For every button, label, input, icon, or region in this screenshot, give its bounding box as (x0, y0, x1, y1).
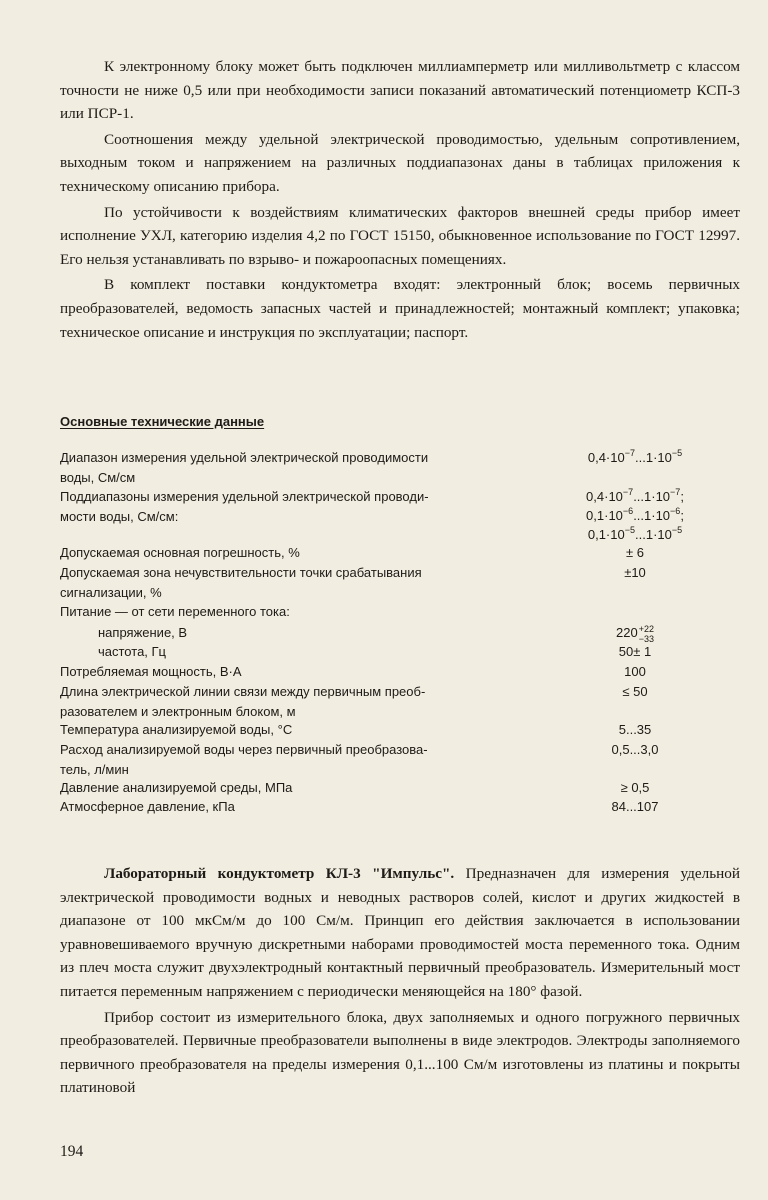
lab-paragraph-1 (60, 862, 740, 1004)
spec-label: Допускаемая основная погрешность, % (60, 545, 300, 560)
spec-row-power-supply (60, 602, 740, 622)
spec-label: Температура анализируемой воды, °С (60, 722, 293, 737)
subrange-1: $0,4\cdot 10^{-7}...1\cdot 10^{-7}$; (586, 487, 684, 504)
spec-value-subranges (530, 487, 740, 544)
spec-label: Питание — от сети переменного тока: (60, 604, 290, 619)
spec-value: ≥ 0,5 (620, 780, 650, 795)
intro-paragraph-4: В комплект поставки кондуктометра входят: электронный блок; восемь первичных преобразователей, ведомость запасных частей и принадлежностей; монтажный комплект; упаковка; техническое описание и инструкция по эксплуатации; паспорт. (60, 276, 740, 341)
spec-row-atm-pressure (60, 797, 740, 817)
spec-row-deadband (60, 563, 740, 600)
lab-lead: Лабораторный кондуктометр КЛ-3 "Импульс". (104, 865, 455, 882)
page-number: 194 (60, 1143, 84, 1160)
spec-value: ±10 (624, 565, 646, 580)
spec-label: Поддиапазоны измерения удельной электрической проводи- (60, 489, 429, 504)
intro-paragraph-2: Соотношения между удельной электрической проводимостью, удельным сопротивлением, выходным током и напряжением на различных поддиапазонах даны в таблицах приложения к техническому описанию прибора. (60, 130, 740, 195)
spec-row-error (60, 543, 740, 563)
spec-label: Допускаемая зона нечувствительности точки срабатывания (60, 565, 422, 580)
spec-row-range (60, 448, 740, 485)
spec-value: ± 6 (626, 545, 644, 560)
spec-row-voltage (60, 623, 740, 643)
spec-value: ≤ 50 (622, 684, 648, 699)
spec-value: 0,5...3,0 (611, 742, 659, 757)
spec-row-line-length (60, 682, 740, 719)
tech-data-title: Основные технические данные (60, 414, 265, 429)
intro-section (60, 55, 740, 344)
spec-value-range: $0,4\cdot 10^{-7}...1\cdot 10^{-5}$ (587, 448, 683, 465)
spec-label: Давление анализируемой среды, МПа (60, 780, 293, 795)
lab-paragraph-2: Прибор состоит из измерительного блока, двух заполняемых и одного погружного первичных преобразователей. Первичные преобразователи выполнены в виде электродов. Электроды заполняемого первичного преобразователя на пределы измерения 0,1...100 См/м изготовлены из платины и покрыты платиновой (60, 1008, 740, 1097)
subrange-2: $0,1\cdot 10^{-6}...1\cdot 10^{-6}$; (586, 506, 684, 523)
spec-row-temperature (60, 720, 740, 740)
subrange-3: $0,1\cdot 10^{-5}...1\cdot 10^{-5}$ (587, 525, 683, 542)
spec-label: Потребляемая мощность, В·А (60, 664, 242, 679)
intro-paragraph-3: По устойчивости к воздействиям климатических факторов внешней среды прибор имеет исполнение УХЛ, категорию изделия 4,2 по ГОСТ 15150, обыкновенное использование по ГОСТ 12997. Его нельзя устанавливать по взрыво- и пожароопасных помещениях. (60, 203, 740, 268)
spec-row-flow (60, 740, 740, 777)
spec-row-consumption (60, 662, 740, 682)
lab-section (60, 862, 740, 1100)
spec-label: Атмосферное давление, кПа (60, 799, 235, 814)
spec-value-voltage: 220+22 −33 (616, 623, 654, 644)
intro-paragraph-1: К электронному блоку может быть подключен миллиамперметр или милливольтметр с классом точности не ниже 0,5 или при необходимости записи показаний автоматический потенциометр КСП-3 или ПСР-1. (60, 58, 740, 123)
spec-row-pressure (60, 778, 740, 798)
spec-label-cont: тель, л/мин (60, 761, 129, 777)
spec-label: Расход анализируемой воды через первичный преобразова- (60, 742, 428, 757)
spec-label: Диапазон измерения удельной электрической проводимости (60, 450, 429, 465)
lab-paragraph-1-text: Предназначен для измерения удельной электрической проводимости водных и неводных растворов солей, кислот и других жидкостей в диапазоне от 100 мкСм/м до 100 См/м. Принцип его действия заключается в использовании уравновешиваемого вручную дискретными наборами проводимостей моста переменного тока. Одним из плеч моста служит двухэлектродный контактный первичный преобразователь. Измерительный мост питается переменным напряжением с периодически меняющейся на 180° фазой. (60, 865, 740, 1000)
spec-label: частота, Гц (98, 644, 167, 659)
spec-label-cont: разователем и электронным блоком, м (60, 703, 296, 719)
spec-label-cont: мости воды, См/см: (60, 508, 179, 524)
spec-value: 50± 1 (618, 644, 652, 659)
spec-label-cont: сигнализации, % (60, 584, 162, 600)
spec-value: 84...107 (611, 799, 659, 814)
spec-label: напряжение, В (98, 625, 188, 640)
spec-label-cont: воды, См/см (60, 469, 136, 485)
spec-row-subranges (60, 487, 740, 542)
spec-row-frequency (60, 642, 740, 662)
spec-value: 5...35 (618, 722, 652, 737)
spec-value: 100 (624, 664, 646, 679)
spec-label: Длина электрической линии связи между первичным преоб- (60, 684, 426, 699)
